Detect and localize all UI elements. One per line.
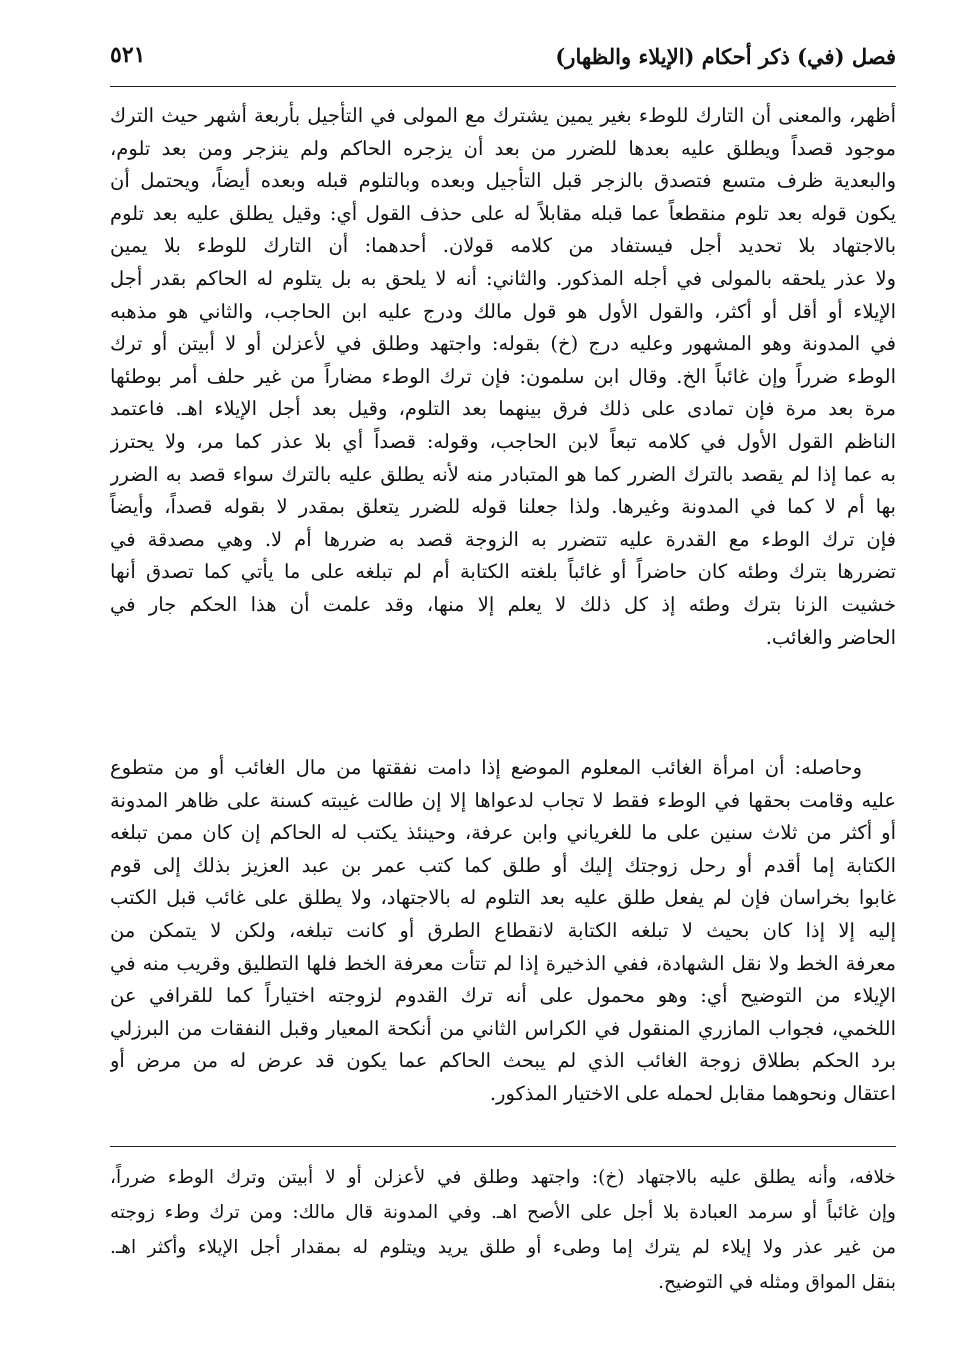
text-line: الوطء ضرراً وإن غائباً الخ. وقال ابن سلمون: فإن ترك الوطء مضاراً من غير حلف أمر بوطئها: [110, 364, 896, 388]
text-line: يكون قوله بعد تلوم منقطعاً عما قبله مقابلاً له على حذف القول أي: وقيل يطلق عليه بعد تلوم: [110, 201, 896, 225]
text-line: أظهر، والمعنى أن التارك للوطء بغير يمين يشترك مع المولى في التأجيل بأربعة أشهر حيث الترك: [110, 104, 896, 127]
text-line: الإيلاء من التوضيح أي: وهو محمول على أنه ترك القدوم لزوجته اختياراً كما للقرافي عن: [110, 984, 896, 1008]
text-line: بالاجتهاد بلا تحديد أجل فيستفاد من كلامه قولان. أحدهما: أن التارك للوطء بلا يمين: [110, 234, 896, 258]
text-line: موجود قصداً ويطلق عليه بعدها للضرر من بعد أن يزجره الحاكم ولم ينزجر ومن بعد تلوم،: [110, 136, 896, 160]
text-line: اعتقال ونحوهما مقابل لحمله على الاختيار المذكور.: [489, 1081, 896, 1105]
text-line: إليه إلا إذا كان بحيث لا تبلغه الكتابة لانقطاع الطرق أو كانت تبلغه، ولكن لا يتمكن من: [110, 918, 896, 942]
text-line: مرة بعد مرة فإن تمادى على ذلك فرق بينهما بعد التلوم، وقيل بعد أجل الإيلاء اهـ. فاعتمد: [110, 397, 896, 421]
text-line: أو أكثر من ثلاث سنين على ما للغرياني وابن عرفة، وحينئذ يكتب له الحاكم إن كان ممن تبلغه: [110, 821, 896, 845]
text-line: الناظم القول الأول في كلامه تبعاً لابن الحاجب، وقوله: قصداً أي بلا عذر كما مر، ولا يحترز: [110, 429, 896, 453]
text-line: الحاضر والغائب.: [765, 625, 896, 649]
text-line: عليه وقامت بحقها في الوطء فقط لا تجاب لدعواها إلا إن طالت غيبته كسنة على ظاهر المدونة: [110, 788, 896, 812]
footnote-line: من غير عذر ولا إيلاء لم يترك إما وطىء أو طلق يريد ويتلوم له بمقدار أجل الإيلاء وأكثر اهـ.: [110, 1237, 896, 1258]
footnote-rule: [110, 1146, 896, 1147]
text-line: معرفة الخط ولا نقل الشهادة، ففي الذخيرة إذا لم تتأت معرفة الخط فلها التطليق وقريب منه في: [110, 951, 896, 975]
page-header: [110, 38, 896, 82]
footnotes: [110, 1160, 896, 1300]
text-line: والبعدية ظرف متسع فتصدق بالزجر قبل التأجيل وبعده وبالتلوم قبله وبعده أيضاً، ويحتمل أن: [110, 169, 896, 193]
paragraph-2: [110, 752, 896, 1111]
text-line: وحاصله: أن امرأة الغائب المعلوم الموضع إذا دامت نفقتها من مال الغائب أو من متطوع: [110, 756, 862, 779]
paragraph-1: [110, 100, 896, 654]
text-line: برد الحكم بطلاق زوجة الغائب الذي لم يبحث الحاكم عما يكون قد عرض له من مرض أو: [110, 1049, 896, 1073]
footnote-line: خلافه، وأنه يطلق عليه بالاجتهاد (خ): واجتهد وطلق في لأعزلن أو لا أبيتن وترك الوطء ضرراً،: [110, 1167, 896, 1188]
text-line: اللخمي، فجواب المازري المنقول في الكراس الثاني من أنكحة المعيار وقبل النفقات من البرزلي: [110, 1016, 896, 1040]
running-title: فصل (في) ذكر أحكام (الإيلاء والظهار): [555, 44, 896, 69]
text-line: في المدونة وهو المشهور وعليه درج (خ) بقوله: واجتهد وطلق في لأعزلن أو لا أبيتن أو ترك: [110, 332, 896, 356]
text-line: ولا عذر يلحقه بالمولى في أجله المذكور. والثاني: أنه لا يلحق به بل يتلوم له الحاكم بقدر أجل: [110, 266, 896, 290]
text-line: بها أم لا كما في المدونة وغيرها. ولذا جعلنا قوله للضرر يتعلق بمقدر لا بقوله قصداً، وأيضاً: [110, 495, 896, 519]
text-line: خشيت الزنا بترك وطئه إذ كل ذلك لا يعلم إلا منها، وقد علمت أن هذا الحكم جار في: [110, 592, 896, 616]
text-line: الإيلاء أو أقل أو أكثر، والقول الأول هو قول مالك ودرج عليه ابن الحاجب، والثاني هو مذهبه: [110, 299, 896, 323]
header-rule: [110, 86, 896, 87]
text-line: الكتابة إما أقدم أو رحل زوجتك إليك أو طلق كما كتب عمر بن عبد العزيز بذلك إلى قوم: [110, 853, 896, 877]
text-line: به عما إذا لم يقصد بالترك الضرر كما هو المتبادر منه لأنه يطلق عليه بالترك سواء قصد به الضرر: [110, 462, 896, 486]
text-line: فإن ترك الوطء مع القدرة عليه تتضرر به الزوجة قصد به ضررها أم لا. وهي مصدقة في: [110, 527, 896, 551]
page-number: ٥٢١: [110, 42, 146, 68]
footnote-line: بنقل المواق ومثله في التوضيح.: [658, 1272, 896, 1293]
text-line: غابوا بخراسان فإن لم يفعل طلق عليه بعد التلوم له بالاجتهاد، ولا يطلق على غائب قبل الكتب: [110, 886, 896, 910]
text-line: تضررها بترك وطئه كان حاضراً أو غائباً بلغته الكتابة أم لم تبلغه على ما يأتي كما تصدق أنها: [110, 560, 896, 584]
footnote-line: وإن غائباً أو سرمد العبادة بلا أجل على الأصح اهـ. وفي المدونة قال مالك: ومن ترك وطء زوجته: [110, 1202, 896, 1223]
